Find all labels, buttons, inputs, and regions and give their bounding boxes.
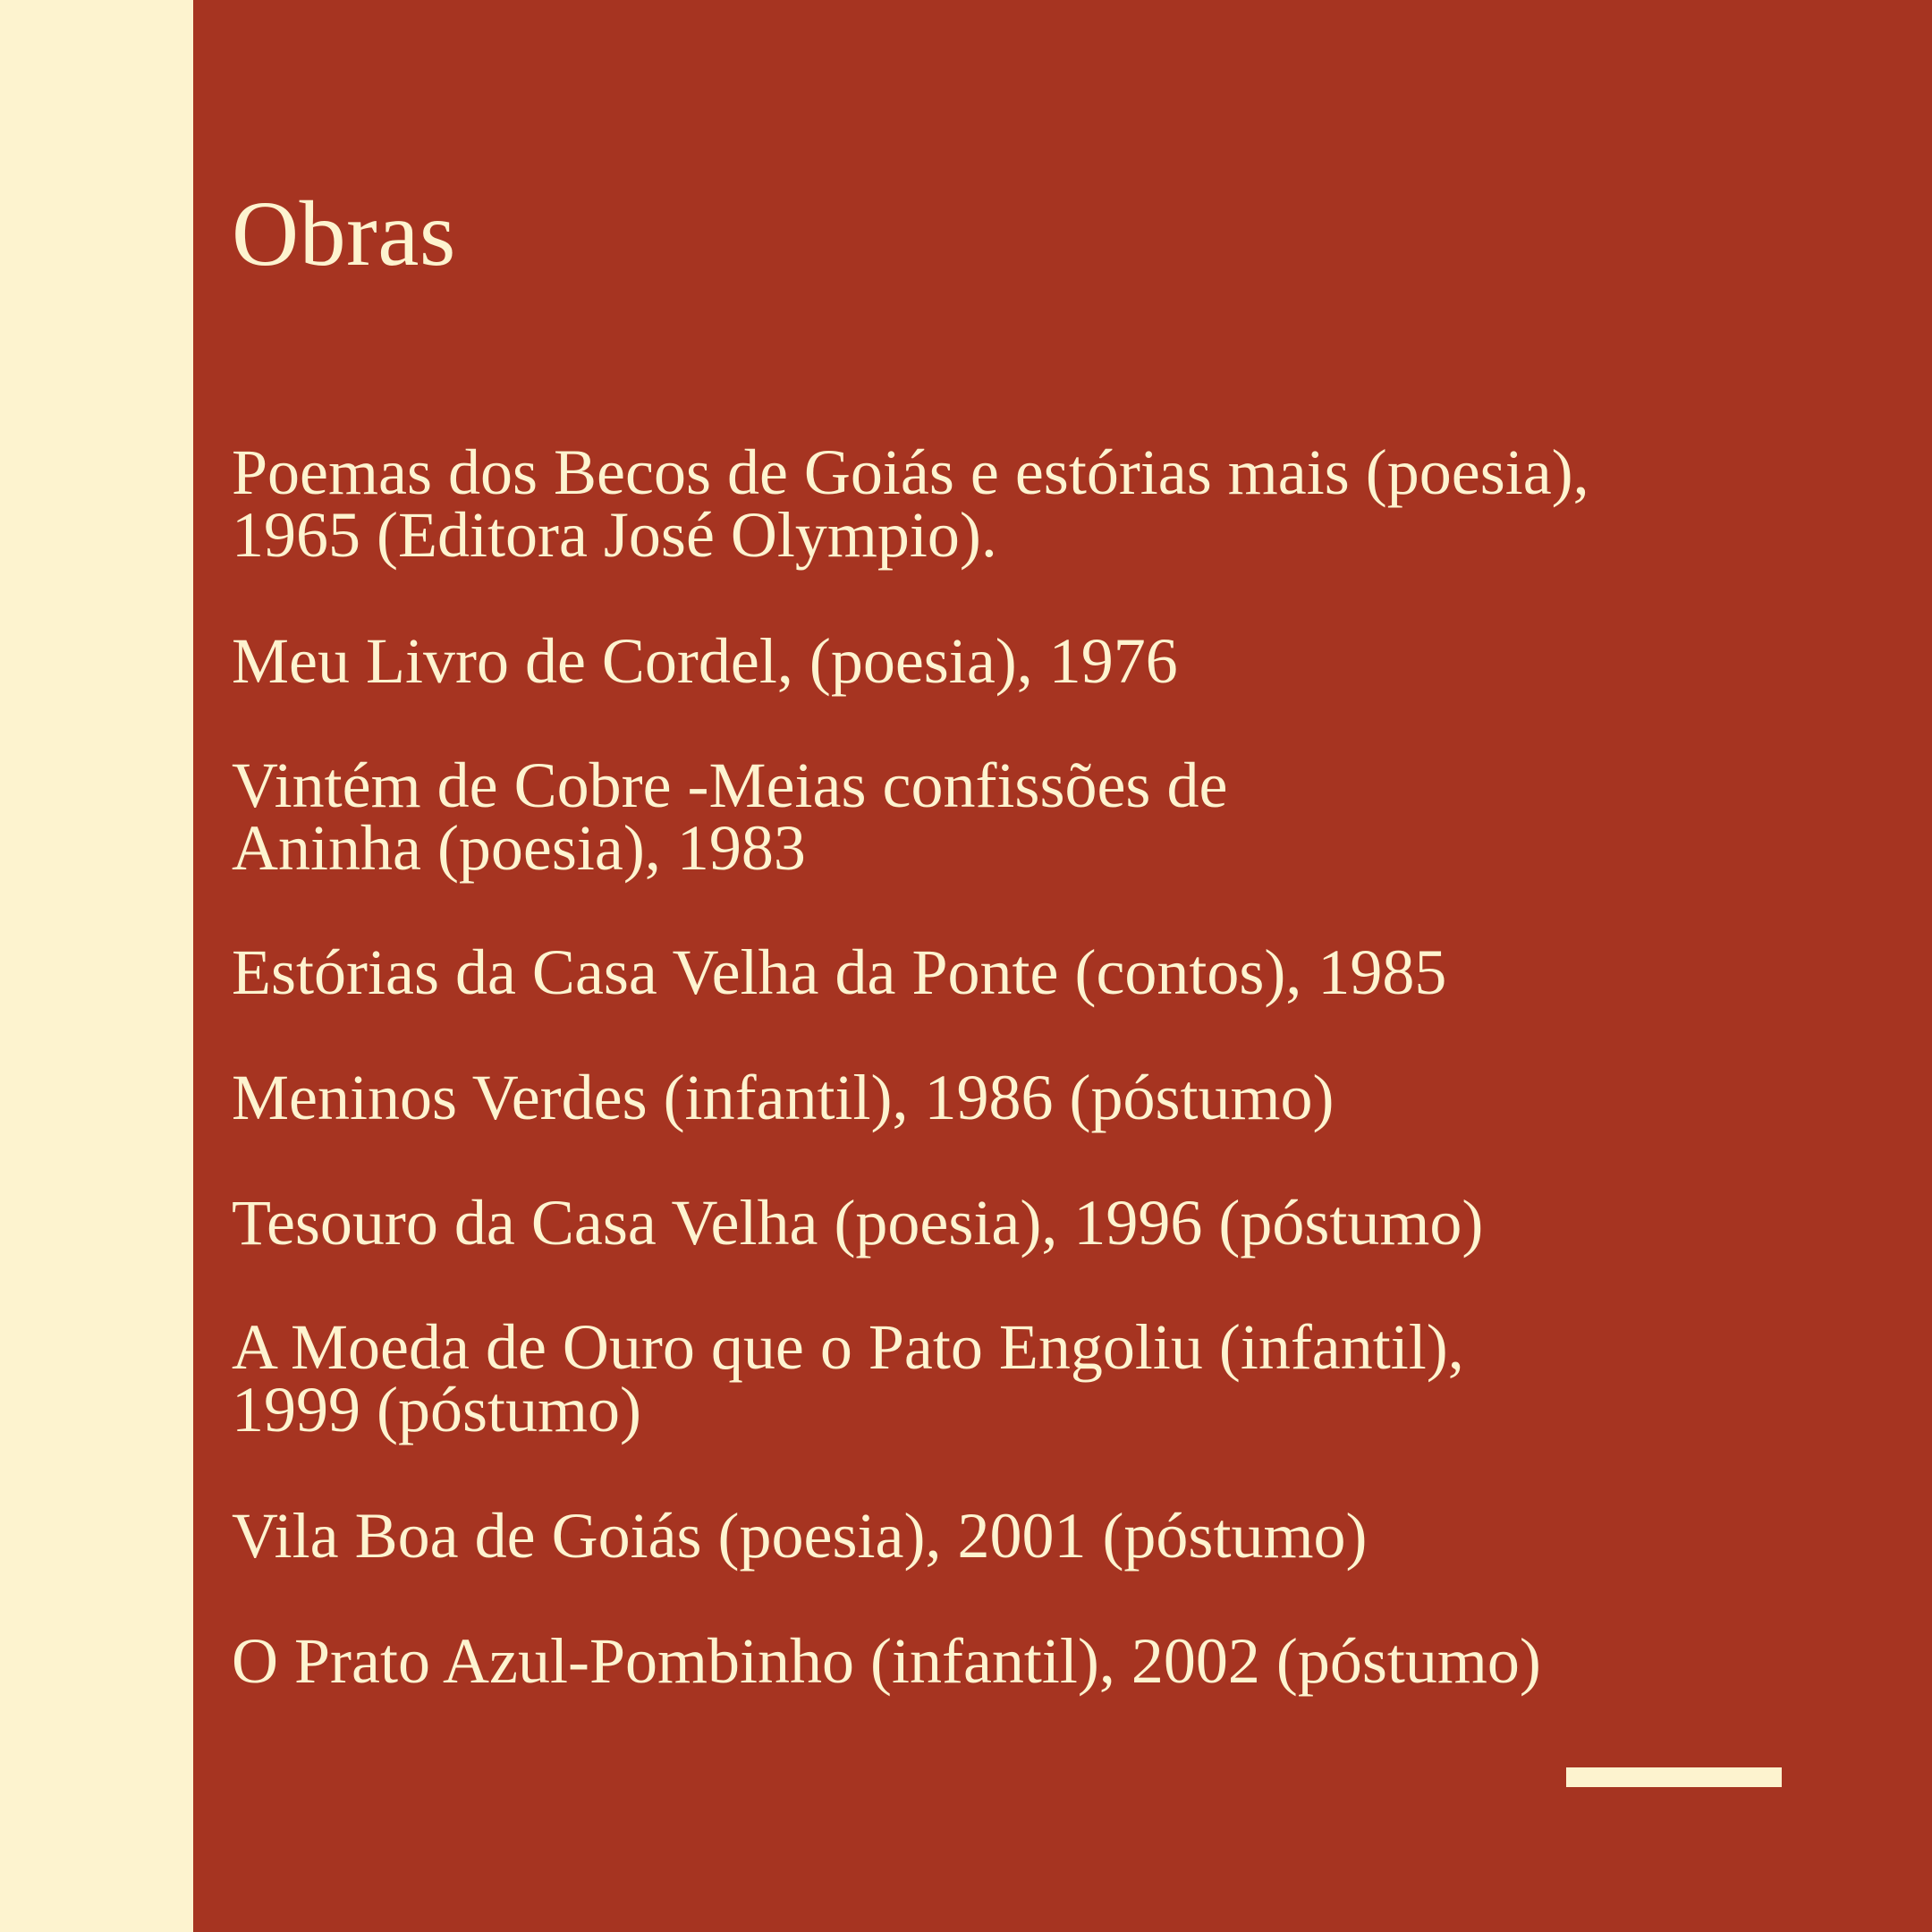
- work-line: Meninos Verdes (infantil), 1986 (póstumo): [232, 1062, 1335, 1133]
- work-line: O Prato Azul-Pombinho (infantil), 2002 (póstumo): [232, 1625, 1541, 1697]
- work-item: [232, 1500, 1886, 1572]
- work-line: Meu Livro de Cordel, (poesia), 1976: [232, 625, 1178, 697]
- page-title: Obras: [232, 182, 456, 285]
- work-item: [232, 436, 1886, 571]
- work-item: [232, 1187, 1886, 1258]
- decorative-end-rule: [1566, 1767, 1782, 1787]
- work-line: Vila Boa de Goiás (poesia), 2001 (póstumo): [232, 1500, 1368, 1572]
- work-item: [232, 1311, 1886, 1445]
- work-line: 1999 (póstumo): [232, 1374, 641, 1445]
- work-item: [232, 750, 1886, 884]
- work-item: [232, 1625, 1886, 1697]
- works-panel: [193, 0, 1932, 1932]
- work-line: A Moeda de Ouro que o Pato Engoliu (infantil),: [232, 1311, 1464, 1383]
- work-line: Aninha (poesia), 1983: [232, 812, 806, 884]
- work-line: Tesouro da Casa Velha (poesia), 1996 (póstumo): [232, 1187, 1484, 1258]
- work-line: 1965 (Editora José Olympio).: [232, 499, 997, 571]
- work-line: Estórias da Casa Velha da Ponte (contos), 1985: [232, 936, 1447, 1008]
- work-line: Poemas dos Becos de Goiás e estórias mais (poesia),: [232, 436, 1589, 508]
- work-item: [232, 936, 1886, 1008]
- cream-side-strip: [0, 0, 193, 1932]
- work-line: Vintém de Cobre -Meias confissões de: [232, 750, 1228, 821]
- work-item: [232, 1062, 1886, 1133]
- work-item: [232, 625, 1886, 697]
